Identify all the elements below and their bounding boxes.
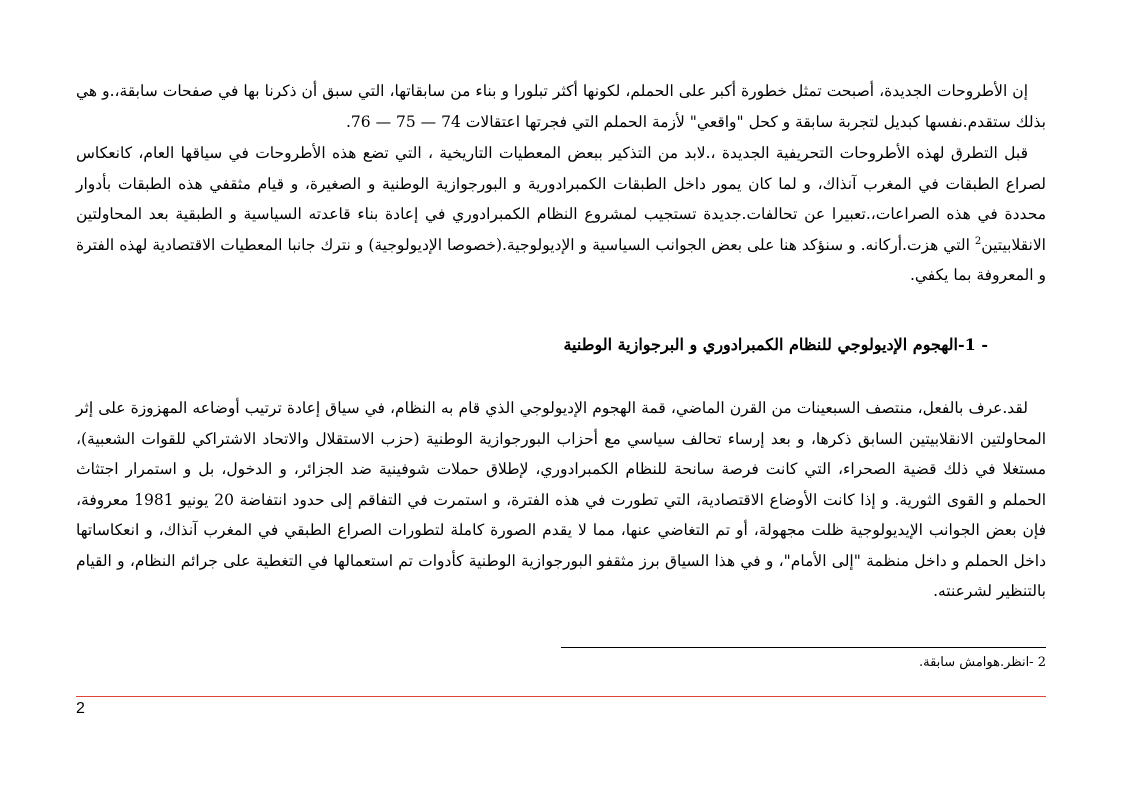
paragraph-intro-text: إن الأطروحات الجديدة، أصبحت تمثل خطورة أكبر على الحملم، لكونها أكثر تبلورا و بناء من سابقاتها، التي سبق أن ذكرنا بها في صفحات سابقة،.و هي بذلك ستقدم.نفسها كبديل لتجربة سابقة و كحل "واقعي" لأزمة الحملم التي فجرتها اعتقالات 74 — 75 — 76.: [76, 82, 1046, 131]
paragraph-context: [76, 138, 1046, 291]
paragraph-ideological-attack: [76, 393, 1046, 607]
paragraph-context-text: قبل التطرق لهذه الأطروحات التحريفية الجديدة ،.لابد من التذكير ببعض المعطيات التاريخية ، التي تضع هذه الأطروحات في سياقها العام، كانعكاس لصراع الطبقات في المغرب آنذاك، و لما كان يمور داخل الطبقات الكمبرادورية و البورجوازية الوطنية و الصغيرة، و قيام مثقفي هذه الطبقات بأدوار محددة في هذه الصراعات،.تعبيرا عن تحالفات.جديدة تستجيب لمشروع النظام الكمبرادوري في إعادة بناء قاعدته السياسية و الطبقية بعد المحاولتين الانقلابيتين: [76, 144, 1046, 254]
footnote-reference[interactable]: 2: [974, 235, 982, 247]
footnote-separator: [561, 647, 1046, 648]
page-number: 2: [76, 700, 85, 717]
section-heading: - 1-الهجوم الإديولوجي للنظام الكمبرادوري و البرجوازية الوطنية: [563, 335, 988, 354]
footer-divider: [76, 696, 1046, 697]
paragraph-ideological-attack-text: لقد.عرف بالفعل، منتصف السبعينات من القرن الماضي، قمة الهجوم الإديولوجي الذي قام به النظام، في سياق إعادة ترتيب أوضاعه المهزوزة على إثر المحاولتين الانقلابيتين السابق ذكرها، و بعد إرساء تحالف سياسي مع أحزاب البورجوازية الوطنية (حزب الاستقلال والاتحاد الاشتراكي للقوات الشعبية)، مستغلا في ذلك قضية الصحراء، التي كانت فرصة سانحة للنظام الكمبرادوري، لإطلاق حملات شوفينية ضد الجزائر، و الدخول، بل و استمرار اجتثاث الحملم و القوى الثورية. و إذا كانت الأوضاع الاقتصادية، التي تطورت في هذه الفترة، و استمرت في التفاقم إلى حدود انتفاضة 20 يونيو 1981 معروفة، فإن بعض الجوانب الإيديولوجية ظلت مجهولة، أو تم التغاضي عنها، مما لا يقدم الصورة كاملة لتطورات الصراع الطبقي في المغرب آنذاك، و انعكاساتها داخل الحملم و داخل منظمة "إلى الأمام"، و في هذا السياق برز مثقفو البورجوازية الوطنية كأدوات تم استعمالها في التغطية على جرائم النظام، و القيام بالتنظير لشرعنته.: [76, 399, 1046, 600]
paragraph-context-text-continued: التي هزت.أركانه. و سنؤكد هنا على بعض الجوانب السياسية و الإديولوجية.(خصوصا الإديولوجية) و نترك جانبا المعطيات الاقتصادية لهذه الفترة و المعروفة بما يكفي.: [76, 235, 1046, 284]
footnote: 2 -انظر.هوامش سابقة.: [918, 655, 1046, 670]
paragraph-intro: [76, 76, 1046, 137]
